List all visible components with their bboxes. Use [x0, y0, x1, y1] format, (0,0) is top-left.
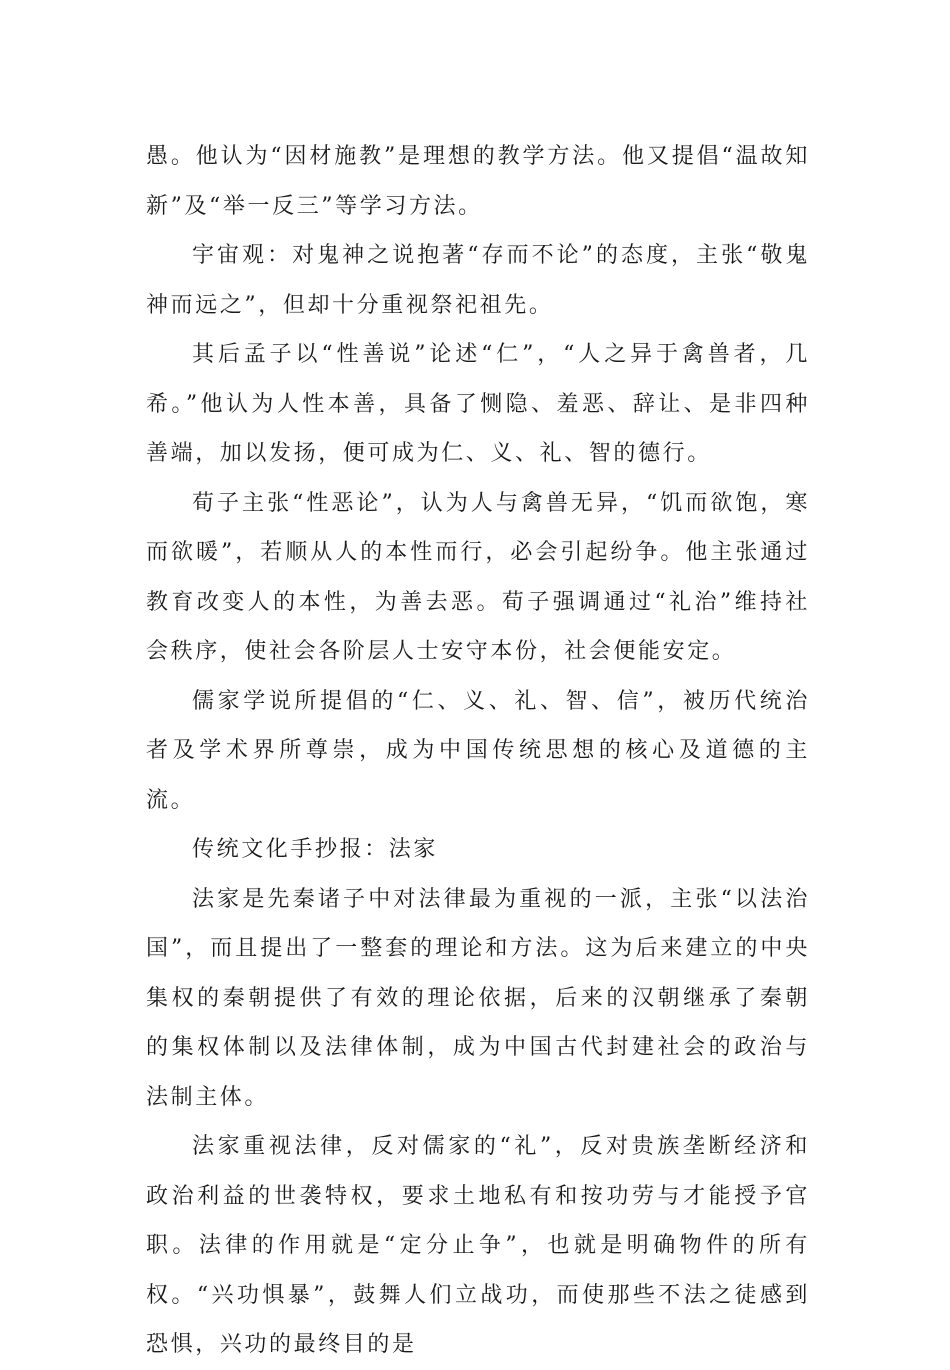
paragraph-confucius-method: 愚。他认为“因材施教”是理想的教学方法。他又提倡“温故知新”及“举一反三”等学习方法。 [146, 144, 810, 219]
paragraph-legalism-law: 法家重视法律，反对儒家的“礼”，反对贵族垄断经济和政治利益的世袭特权，要求土地私有和按功劳与才能授予官职。法律的作用就是“定分止争”，也就是明确物件的所有权。“兴功惧暴”，鼓舞人们立战功，而使那些不法之徒感到恐惧，兴功的最终目的是 [146, 1134, 810, 1357]
paragraph-xunzi: 荀子主张“性恶论”，认为人与禽兽无异，“饥而欲饱，寒而欲暖”，若顺从人的本性而行，必会引起纷争。他主张通过教育改变人的本性，为善去恶。荀子强调通过“礼治”维持社会秩序，使社会各阶层人士安守本份，社会便能安定。 [146, 490, 810, 664]
paragraph-legalism-intro: 法家是先秦诸子中对法律最为重视的一派，主张“以法治国”，而且提出了一整套的理论和方法。这为后来建立的中央集权的秦朝提供了有效的理论依据，后来的汉朝继承了秦朝的集权体制以及法律体制，成为中国古代封建社会的政治与法制主体。 [146, 886, 810, 1110]
paragraph-confucian-values: 儒家学说所提倡的“仁、义、礼、智、信”，被历代统治者及学术界所尊崇，成为中国传统思想的核心及道德的主流。 [146, 688, 810, 813]
document-body [146, 132, 810, 1370]
paragraph-cosmology: 宇宙观：对鬼神之说抱著“存而不论”的态度，主张“敬鬼神而远之”，但却十分重视祭祀祖先。 [146, 243, 810, 318]
section-heading-legalism: 传统文化手抄报：法家 [192, 837, 439, 862]
paragraph-mencius: 其后孟子以“性善说”论述“仁”，“人之异于禽兽者，几希。”他认为人性本善，具备了恻隐、羞恶、辞让、是非四种善端，加以发扬，便可成为仁、义、礼、智的德行。 [146, 342, 810, 466]
